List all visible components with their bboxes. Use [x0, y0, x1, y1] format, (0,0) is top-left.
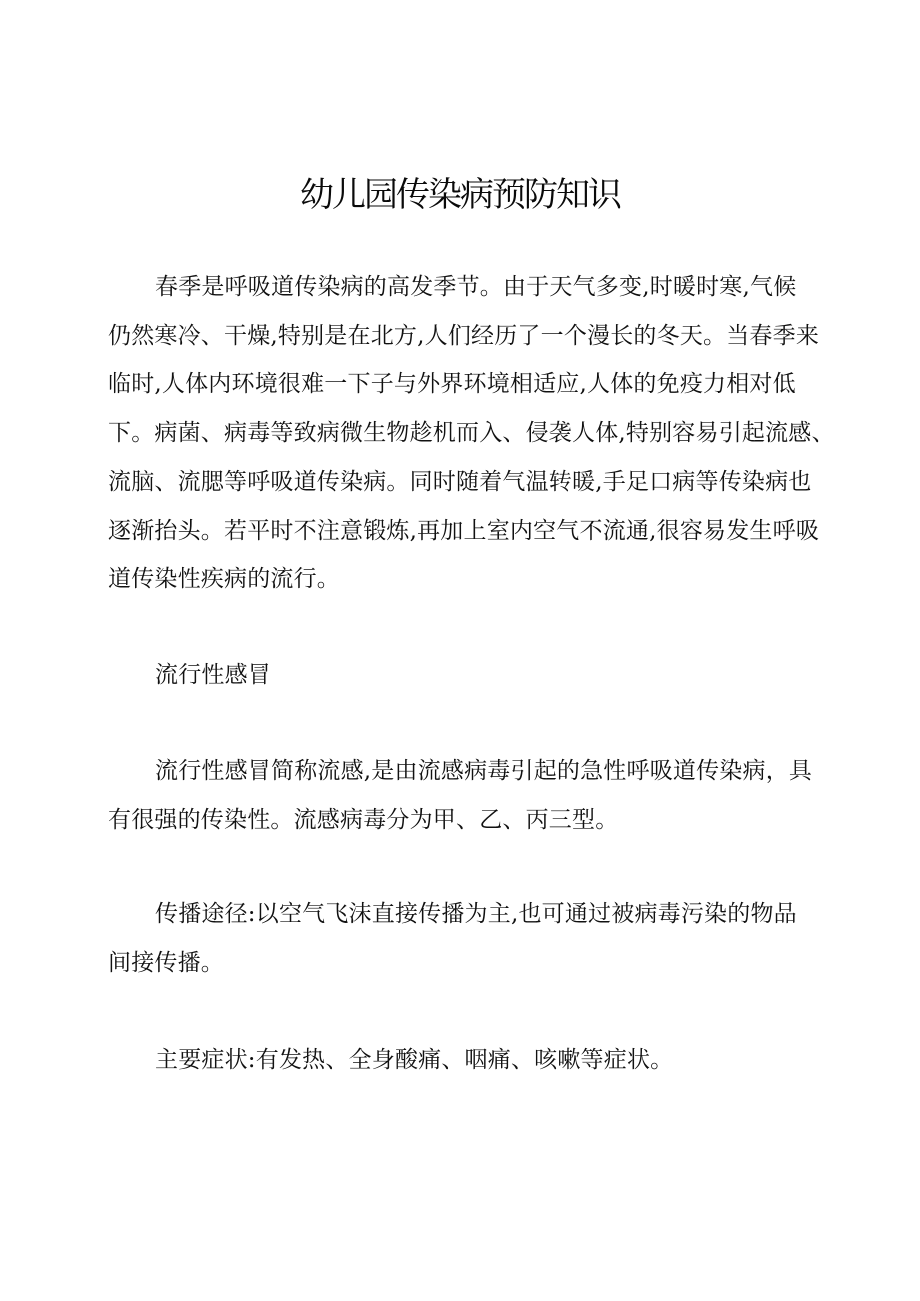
flu-description-line: 有很强的传染性。流感病毒分为甲、乙、丙三型。 — [108, 806, 619, 833]
section-heading-text: 流行性感冒 — [155, 662, 271, 688]
transmission-line: 间接传播。 — [108, 949, 224, 976]
symptoms-line: 主要症状:有发热、全身酸痛、咽痛、咳嗽等症状。 — [155, 1047, 674, 1073]
flu-description-paragraph — [108, 747, 838, 844]
intro-line: 下。病菌、病毒等致病微生物趁机而入、侵袭人体,特别容易引起流感、 — [108, 420, 835, 447]
transmission-paragraph — [108, 890, 838, 987]
symptoms-paragraph — [108, 1036, 838, 1085]
section-heading — [108, 651, 838, 700]
intro-line: 逐渐抬头。若平时不注意锻炼,再加上室内空气不流通,很容易发生呼吸 — [108, 517, 820, 544]
intro-line: 流脑、流腮等呼吸道传染病。同时随着气温转暖,手足口病等传染病也 — [108, 468, 812, 495]
intro-paragraph — [108, 263, 838, 604]
intro-line: 春季是呼吸道传染病的高发季节。由于天气多变,时暖时寒,气候 — [155, 274, 797, 300]
intro-line: 临时,人体内环境很难一下子与外界环境相适应,人体的免疫力相对低 — [108, 371, 796, 398]
intro-line: 仍然寒冷、干燥,特别是在北方,人们经历了一个漫长的冬天。当春季来 — [108, 322, 820, 349]
flu-description-line: 流行性感冒简称流感,是由流感病毒引起的急性呼吸道传染病，具 — [155, 758, 813, 784]
document-title: 幼儿园传染病预防知识 — [300, 175, 620, 215]
transmission-line: 传播途径:以空气飞沫直接传播为主,也可通过被病毒污染的物品 — [155, 901, 797, 927]
intro-line: 道传染性疾病的流行。 — [108, 566, 340, 593]
